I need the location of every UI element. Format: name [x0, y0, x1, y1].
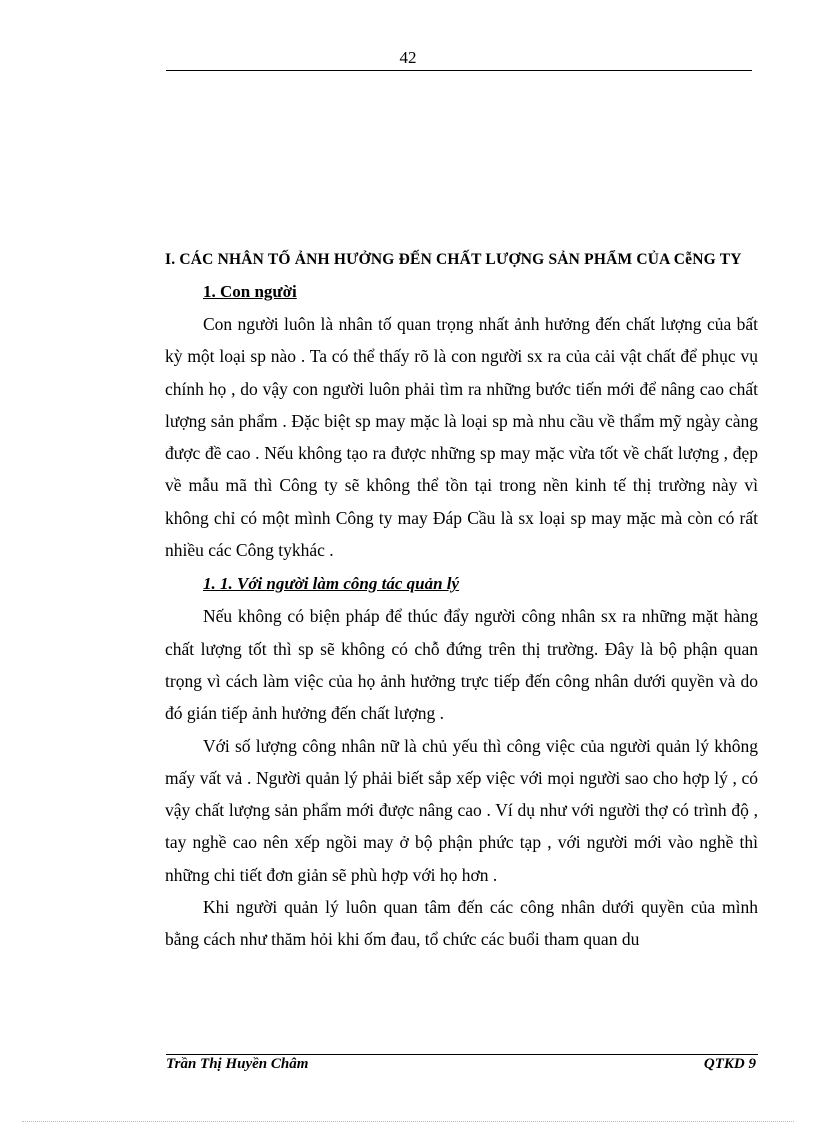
header-rule	[166, 70, 752, 71]
page-number: 42	[399, 48, 417, 67]
page-edge-divider	[22, 1121, 794, 1122]
footer-class: QTKD 9	[703, 1056, 756, 1072]
paragraph: Với số lượng công nhân nữ là chủ yếu thì công việc của người quản lý không mấy vất vả . Người quản lý phải biết sắp xếp việc với mọi người sao cho hợp lý , có vậy chất lượng sản phẩm mới được nâng cao . Ví dụ như với người thợ có trình độ , tay nghề cao nên xếp ngồi may ở bộ phận phức tạp , với người mới vào nghề thì những chi tiết đơn giản sẽ phù hợp với họ hơn .	[165, 735, 758, 885]
paragraph: Khi người quản lý luôn quan tâm đến các công nhân dưới quyền của mình bằng cách như thăm hỏi khi ốm đau, tổ chức các buổi tham quan du	[165, 897, 758, 950]
paragraph: Con người luôn là nhân tố quan trọng nhất ảnh hưởng đến chất lượng của bất kỳ một loại sp nào . Ta có thể thấy rõ là con người sx ra của cải vật chất để phục vụ chính họ , do vậy con người luôn phải tìm ra những bước tiến mới để nâng cao chất lượng sản phẩm . Đặc biệt sp may mặc là loại sp mà nhu cầu về thẩm mỹ ngày càng được đề cao . Nếu không tạo ra được những sp may mặc vừa tốt về chất lượng , đẹp về mẫu mã thì Công ty sẽ không thể tồn tại trong nền kinh tế thị trường này vì không chỉ có một mình Công ty may Đáp Cầu là sx loại sp may mặc mà còn có rất nhiều các Công tykhác .	[165, 314, 758, 561]
footer-rule	[166, 1054, 758, 1055]
subsection-title-con-nguoi: 1. Con người	[203, 282, 297, 301]
footer-author: Trần Thị Huyền Châm	[166, 1056, 309, 1072]
section-heading: I. CÁC NHÂN TỐ ẢNH HƯỞNG ĐẾN CHẤT LƯỢNG SẢN PHẨM CỦA CễNG TY	[165, 251, 742, 268]
subsection-title-quan-ly: 1. 1. Với người làm công tác quản lý	[203, 574, 460, 594]
paragraph: Nếu không có biện pháp để thúc đẩy người công nhân sx ra những mặt hàng chất lượng tốt thì sp sẽ không có chỗ đứng trên thị trường. Đây là bộ phận quan trọng vì cách làm việc của họ ảnh hưởng trực tiếp đến công nhân dưới quyền và do đó gián tiếp ảnh hưởng đến chất lượng .	[165, 606, 758, 724]
page-footer	[166, 1056, 756, 1073]
document-body	[165, 246, 758, 956]
